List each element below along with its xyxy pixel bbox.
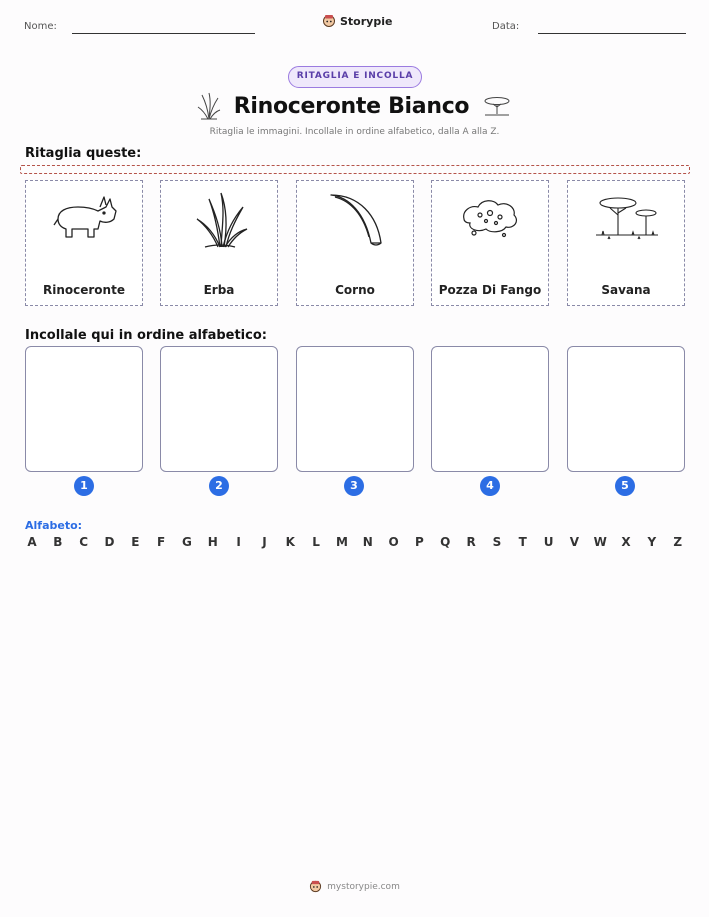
- alphabet-letter: M: [335, 535, 348, 549]
- name-line[interactable]: [72, 33, 255, 34]
- paste-box-4[interactable]: [431, 346, 549, 472]
- paste-box-3[interactable]: [296, 346, 414, 472]
- alphabet-letter: W: [593, 535, 607, 549]
- grass-icon: [196, 91, 222, 121]
- alphabet-row: [25, 535, 685, 549]
- footer: [0, 880, 709, 893]
- number-badge: 5: [615, 476, 635, 496]
- horn-icon: [321, 189, 391, 253]
- alphabet-letter: H: [207, 535, 218, 549]
- alphabet-letter: P: [415, 535, 424, 549]
- alphabet-letter: Z: [673, 535, 683, 549]
- cut-line: [20, 165, 690, 174]
- brand-name: Storypie: [340, 14, 393, 28]
- cut-card-rinoceronte[interactable]: [25, 180, 143, 306]
- alphabet-letter: T: [518, 535, 527, 549]
- card-label: Corno: [335, 283, 375, 297]
- paste-section-label: Incollale qui in ordine alfabetico:: [25, 328, 267, 343]
- card-label: Pozza Di Fango: [438, 283, 542, 297]
- alphabet-letter: S: [492, 535, 502, 549]
- alphabet-letter: B: [53, 535, 63, 549]
- card-label: Erba: [203, 283, 235, 297]
- alphabet-letter: F: [157, 535, 166, 549]
- grass-icon: [185, 189, 255, 253]
- alphabet-letter: X: [621, 535, 631, 549]
- savanna-tree-icon: [481, 94, 513, 118]
- card-label: Savana: [601, 283, 651, 297]
- alphabet-letter: D: [104, 535, 115, 549]
- alphabet-label: Alfabeto:: [25, 519, 83, 532]
- page-title: Rinoceronte Bianco: [233, 93, 470, 119]
- alphabet-letter: U: [543, 535, 554, 549]
- alphabet-letter: R: [466, 535, 476, 549]
- paste-box-2[interactable]: [160, 346, 278, 472]
- cut-card-erba[interactable]: [160, 180, 278, 306]
- alphabet-letter: N: [362, 535, 373, 549]
- activity-badge: RITAGLIA E INCOLLA: [288, 66, 422, 88]
- footer-url[interactable]: mystorypie.com: [327, 881, 400, 892]
- rhino-icon: [50, 189, 120, 249]
- number-badge: 2: [209, 476, 229, 496]
- paste-box-1[interactable]: [25, 346, 143, 472]
- cut-card-corno[interactable]: [296, 180, 414, 306]
- title-row: [0, 91, 709, 121]
- cut-section-label: Ritaglia queste:: [25, 146, 142, 161]
- mud-puddle-icon: [456, 189, 526, 253]
- alphabet-letter: I: [236, 535, 241, 549]
- alphabet-letter: O: [388, 535, 399, 549]
- cut-card-savana[interactable]: [567, 180, 685, 306]
- storypie-mascot-icon: [309, 880, 322, 893]
- paste-box-5[interactable]: [567, 346, 685, 472]
- number-badge: 1: [74, 476, 94, 496]
- alphabet-letter: E: [131, 535, 140, 549]
- instructions: Ritaglia le immagini. Incollale in ordine alfabetico, dalla A alla Z.: [209, 127, 500, 137]
- number-badge: 4: [480, 476, 500, 496]
- alphabet-letter: V: [569, 535, 580, 549]
- alphabet-letter: K: [285, 535, 295, 549]
- cut-card-pozza-di-fango[interactable]: [431, 180, 549, 306]
- alphabet-letter: C: [79, 535, 89, 549]
- alphabet-letter: G: [182, 535, 192, 549]
- card-label: Rinoceronte: [43, 283, 125, 297]
- date-label: Data:: [492, 21, 520, 32]
- number-badge: 3: [344, 476, 364, 496]
- name-label: Nome:: [24, 21, 57, 32]
- alphabet-letter: Q: [440, 535, 451, 549]
- brand-logo: [322, 14, 392, 28]
- alphabet-letter: Y: [647, 535, 657, 549]
- date-line[interactable]: [538, 33, 686, 34]
- alphabet-letter: J: [262, 535, 267, 549]
- storypie-mascot-icon: [322, 14, 336, 28]
- savanna-icon: [592, 189, 662, 253]
- alphabet-letter: L: [312, 535, 320, 549]
- alphabet-letter: A: [27, 535, 37, 549]
